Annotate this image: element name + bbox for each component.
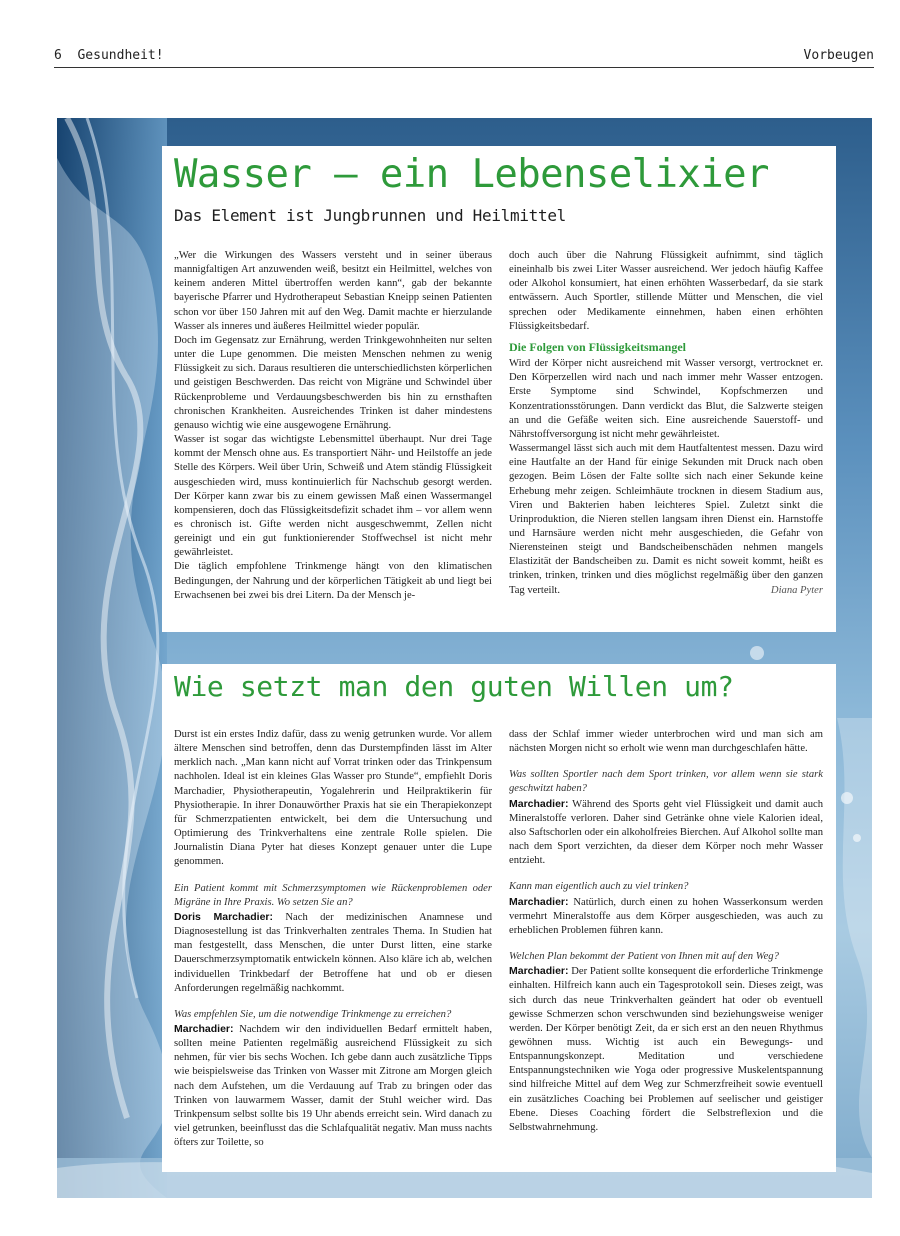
article-column-right — [509, 249, 823, 598]
interview-answer — [509, 797, 823, 869]
article-column-right — [509, 728, 823, 1135]
interview-question: Welchen Plan bekommt der Patient von Ihnen mit auf den Weg? — [509, 951, 779, 963]
page-number: 6 — [54, 48, 62, 63]
article-subtitle: Das Element ist Jungbrunnen und Heilmittel — [174, 206, 566, 225]
interview-answer — [509, 964, 823, 1135]
speaker-name: Doris Marchadier: — [174, 910, 274, 923]
paragraph: Wassermangel lässt sich auch mit dem Hautfaltentest messen. Dazu wird eine Hautfalte an der Hand für einige Sekunden mit Druck nach oben gezogen. Beim Lösen der Falte sollte sich nach einer Sekunde keine Erhebung mehr zeigen. Schleimhäute trocknen in diesem Stadium aus, Viren und Bakterien haben leichteres Spiel. Zuletzt sinkt die Urinproduktion, die Nieren stellen langsam ihren Dienst ein. Harnstoffe und Harnsäure werden nicht mehr ausgeschieden, die Gefahr von Nierensteinen steigt und Bandscheibenschäden nehmen mangels Elastizität der Bandscheiben zu. Damit es nicht soweit kommt, heißt es trinken, trinken, trinken und dies möglichst regelmäßig über den ganzen Tag verteilt. — [509, 443, 823, 596]
interview-question: Was sollten Sportler nach dem Sport trinken, vor allem wenn sie stark geschwitzt haben? — [509, 769, 823, 795]
category-label: Vorbeugen — [803, 48, 874, 63]
article-interview — [162, 664, 836, 1172]
article-lebenselixier — [162, 146, 836, 632]
paragraph: Wasser ist sogar das wichtigste Lebensmittel überhaupt. Nur drei Tage kommt der Mensch ohne aus. Es transportiert Nähr- und Heilstoffe an jede Stelle des Körpers. Weil über Urin, Schweiß und Atem ständig Flüssigkeit ausgeschieden wird, muss kontinuierlich für Nachschub gesorgt werden. Der Körper kann zwar bis zu einem gewissen Maß einen Wassermangel kompensieren, doch das Flüssigkeitsdefizit schadet ihm – vor allem wenn es chronisch ist. Gifte werden nicht ausgeschwemmt, Zellen nicht gereinigt und ein gut funktionierender Stoffwechsel ist nicht mehr gewährleistet. — [174, 434, 492, 559]
section-heading: Die Folgen von Flüssigkeitsmangel — [509, 339, 687, 354]
speaker-name: Marchadier: — [509, 797, 569, 810]
answer-text: Der Patient sollte konsequent die erforderliche Trinkmenge einhalten. Hilfreich kann auch ein Tagesprotokoll sein. Dieses zeigt, was sich durch das neue Trinkverhalten geändert hat oder ob eventuell gewisse Schmerzen schon verschwunden sind beziehungsweise weniger werden. Der Körper benötigt Zeit, da er sich erst an den neuen Rhythmus gewöhnen muss. Wichtig ist auch ein Bewegungs- und Entspannungskonzept. Meditation und verschiedene Entspannungstechniken wie Yoga oder progressive Muskelentspannung sind hilfreiche Mittel auf dem Weg zur Schmerzfreiheit sowie eventuell ein zusätzliches Coaching bei Problemen auf seelischer und geistiger Ebene. Dieses Coaching fördert die Selbstreflexion und die Selbstwahrnehmung. — [509, 966, 823, 1133]
interview-answer — [174, 910, 492, 996]
paragraph: „Wer die Wirkungen des Wassers versteht und in seiner überaus mannigfaltigen Art anzuwenden weiß, besitzt ein Heilmittel, welches von keinem anderen Mittel übertroffen werden kann“, gab der bekannte bayerische Pfarrer und Hydrotherapeut Sebastian Kneipp seinen Patienten schon vor über 150 Jahren mit auf den Weg. Damit machte er hierzulande Wasser als inneres und äußeres Heilmittel wieder populär. — [174, 250, 492, 332]
article-title: Wie setzt man den guten Willen um? — [174, 670, 734, 703]
paragraph: Die täglich empfohlene Trinkmenge hängt von den klimatischen Bedingungen, der Nahrung und der körperlichen Tätigkeit ab und liegt bei Erwachsenen bei zwei bis drei Litern. Da der Mensch je- — [174, 561, 492, 601]
answer-text: Nachdem wir den individuellen Bedarf ermittelt haben, sollten meine Patienten regelmäßig ausreichend Flüssigkeit zu sich nehmen, für vier bis sechs Wochen. Ich gebe dann auch zusätzliche Tipps wie beispielsweise das Trinken von Wasser mit Zitrone am Morgen gleich nach dem Aufstehen, um die Verdauung auf Trab zu bringen oder das Trinken von lauwarmem Wasser, damit der Stuhl weicher wird. Das Trinkpensum selbst sollte bis 19 Uhr abends erreicht sein. Wird danach zu viel getrunken, beeinflusst das die Schlafqualität negativ. Man muss nachts öfters zur Toilette, so — [174, 1023, 492, 1149]
speaker-name: Marchadier: — [509, 895, 569, 908]
article-column-left — [174, 249, 492, 603]
intro-paragraph: Durst ist ein erstes Indiz dafür, dass zu wenig getrunken wurde. Vor allem ältere Menschen sind betroffen, denn das Durstempfinden lässt im Alter merklich nach. „Man kann nicht auf Vorrat trinken oder das Trinkpensum nachholen. Ideal ist ein kleines Glas Wasser pro Stunde“, empfiehlt Doris Marchadier, Physiotherapeutin, Yogalehrerin und Heilpraktikerin für Physiotherapie. In ihrer Donauwörther Praxis hat sie ein Therapiekonzept für Schmerzpatienten entwickelt, bei dem die Untersuchung und Optimierung des Trinkverhaltens eine zentrale Rolle spielen. Die Journalistin Diana Pyter hat dieses Konzept genauer unter die Lupe genommen. — [174, 729, 492, 868]
paragraph: Doch im Gegensatz zur Ernährung, werden Trinkgewohnheiten nur selten unter die Lupe genommen. Die meisten Menschen nehmen zu wenig Flüssigkeit zu sich. Daraus resultieren die unterschiedlichsten körperlichen und geistigen Beschwerden. Das reicht von Migräne und Schwindel über Rückenprobleme und Verdauungsbeschwerden bis hin zu ernsthaften chronischen Krankheiten. Ausreichendes Trinken ist daher mindestens genauso wichtig wie eine ausgewogene Ernährung. — [174, 334, 492, 431]
answer-text: Nach der medizinischen Anamnese und Diagnosestellung ist das Trinkverhalten zentrales Thema. In Studien hat man festgestellt, dass Menschen, die unter Durst litten, eine starke Dauerschmerzsymptomatik entwickeln können. Also kläre ich ab, welchen individuellen Trinkbedarf der Betroffene hat und ob er diesen Anforderungen regelmäßig nachkommt. — [174, 911, 493, 994]
article-column-left — [174, 728, 492, 1150]
answer-text: Natürlich, durch einen zu hohen Wasserkonsum werden vermehrt Mineralstoffe aus dem Körper ausgeschieden, was auch zu erheblichen Problemen führen kann. — [509, 896, 823, 936]
author-signature: Diana Pyter — [770, 584, 823, 596]
paragraph: Wird der Körper nicht ausreichend mit Wasser versorgt, vertrocknet er. Den Körperzellen wird nach und nach immer mehr Wasser entzogen. Erste Symptome sind Schwindel, Kopfschmerzen und Konzentrationsstörungen. Dann verdickt das Blut, die Salzwerte steigen an und die Gefäße weiten sich. Eine ausreichende Sauerstoff- und Nährstoffversorgung ist nicht mehr gewährleistet. — [509, 358, 823, 440]
interview-answer — [174, 1022, 492, 1150]
section-title: Gesundheit! — [77, 48, 164, 63]
page-header — [54, 48, 874, 66]
article-title: Wasser – ein Lebenselixier — [174, 152, 769, 197]
interview-question: Ein Patient kommt mit Schmerzsymptomen wie Rückenproblemen oder Migräne in Ihre Praxis. Wo setzen Sie an? — [174, 882, 492, 908]
header-left — [54, 48, 164, 63]
speaker-name: Marchadier: — [174, 1022, 234, 1035]
speaker-name: Marchadier: — [509, 965, 569, 978]
header-divider — [54, 67, 874, 68]
interview-question: Kann man eigentlich auch zu viel trinken? — [509, 881, 689, 893]
interview-question: Was empfehlen Sie, um die notwendige Trinkmenge zu erreichen? — [174, 1008, 452, 1020]
paragraph: doch auch über die Nahrung Flüssigkeit aufnimmt, sind täglich eineinhalb bis zwei Liter Wasser ausreichend. Wer jedoch häufig Kaffee oder Alkohol konsumiert, hat einen erhöhten Wasserbedarf, da sie stark entwässern. Auch Sportler, stillende Mütter und Menschen, die viel sprechen oder Medikamente einnehmen, haben einen erhöhten Flüssigkeitsbedarf. — [509, 250, 823, 332]
paragraph: dass der Schlaf immer wieder unterbrochen wird und man sich am nächsten Morgen nicht so erholt wie wenn man durchgeschlafen hätte. — [509, 729, 823, 755]
interview-answer — [509, 895, 823, 938]
answer-text: Während des Sports geht viel Flüssigkeit und damit auch Mineralstoffe verloren. Daher sind Getränke ohne viele Kalorien ideal, also Saftschorlen oder ein alkoholfreies Bierchen. Auf Alkohol sollte man nach dem Sport verzichten, da dieser dem Körper noch mehr Wasser entzieht. — [509, 798, 823, 867]
